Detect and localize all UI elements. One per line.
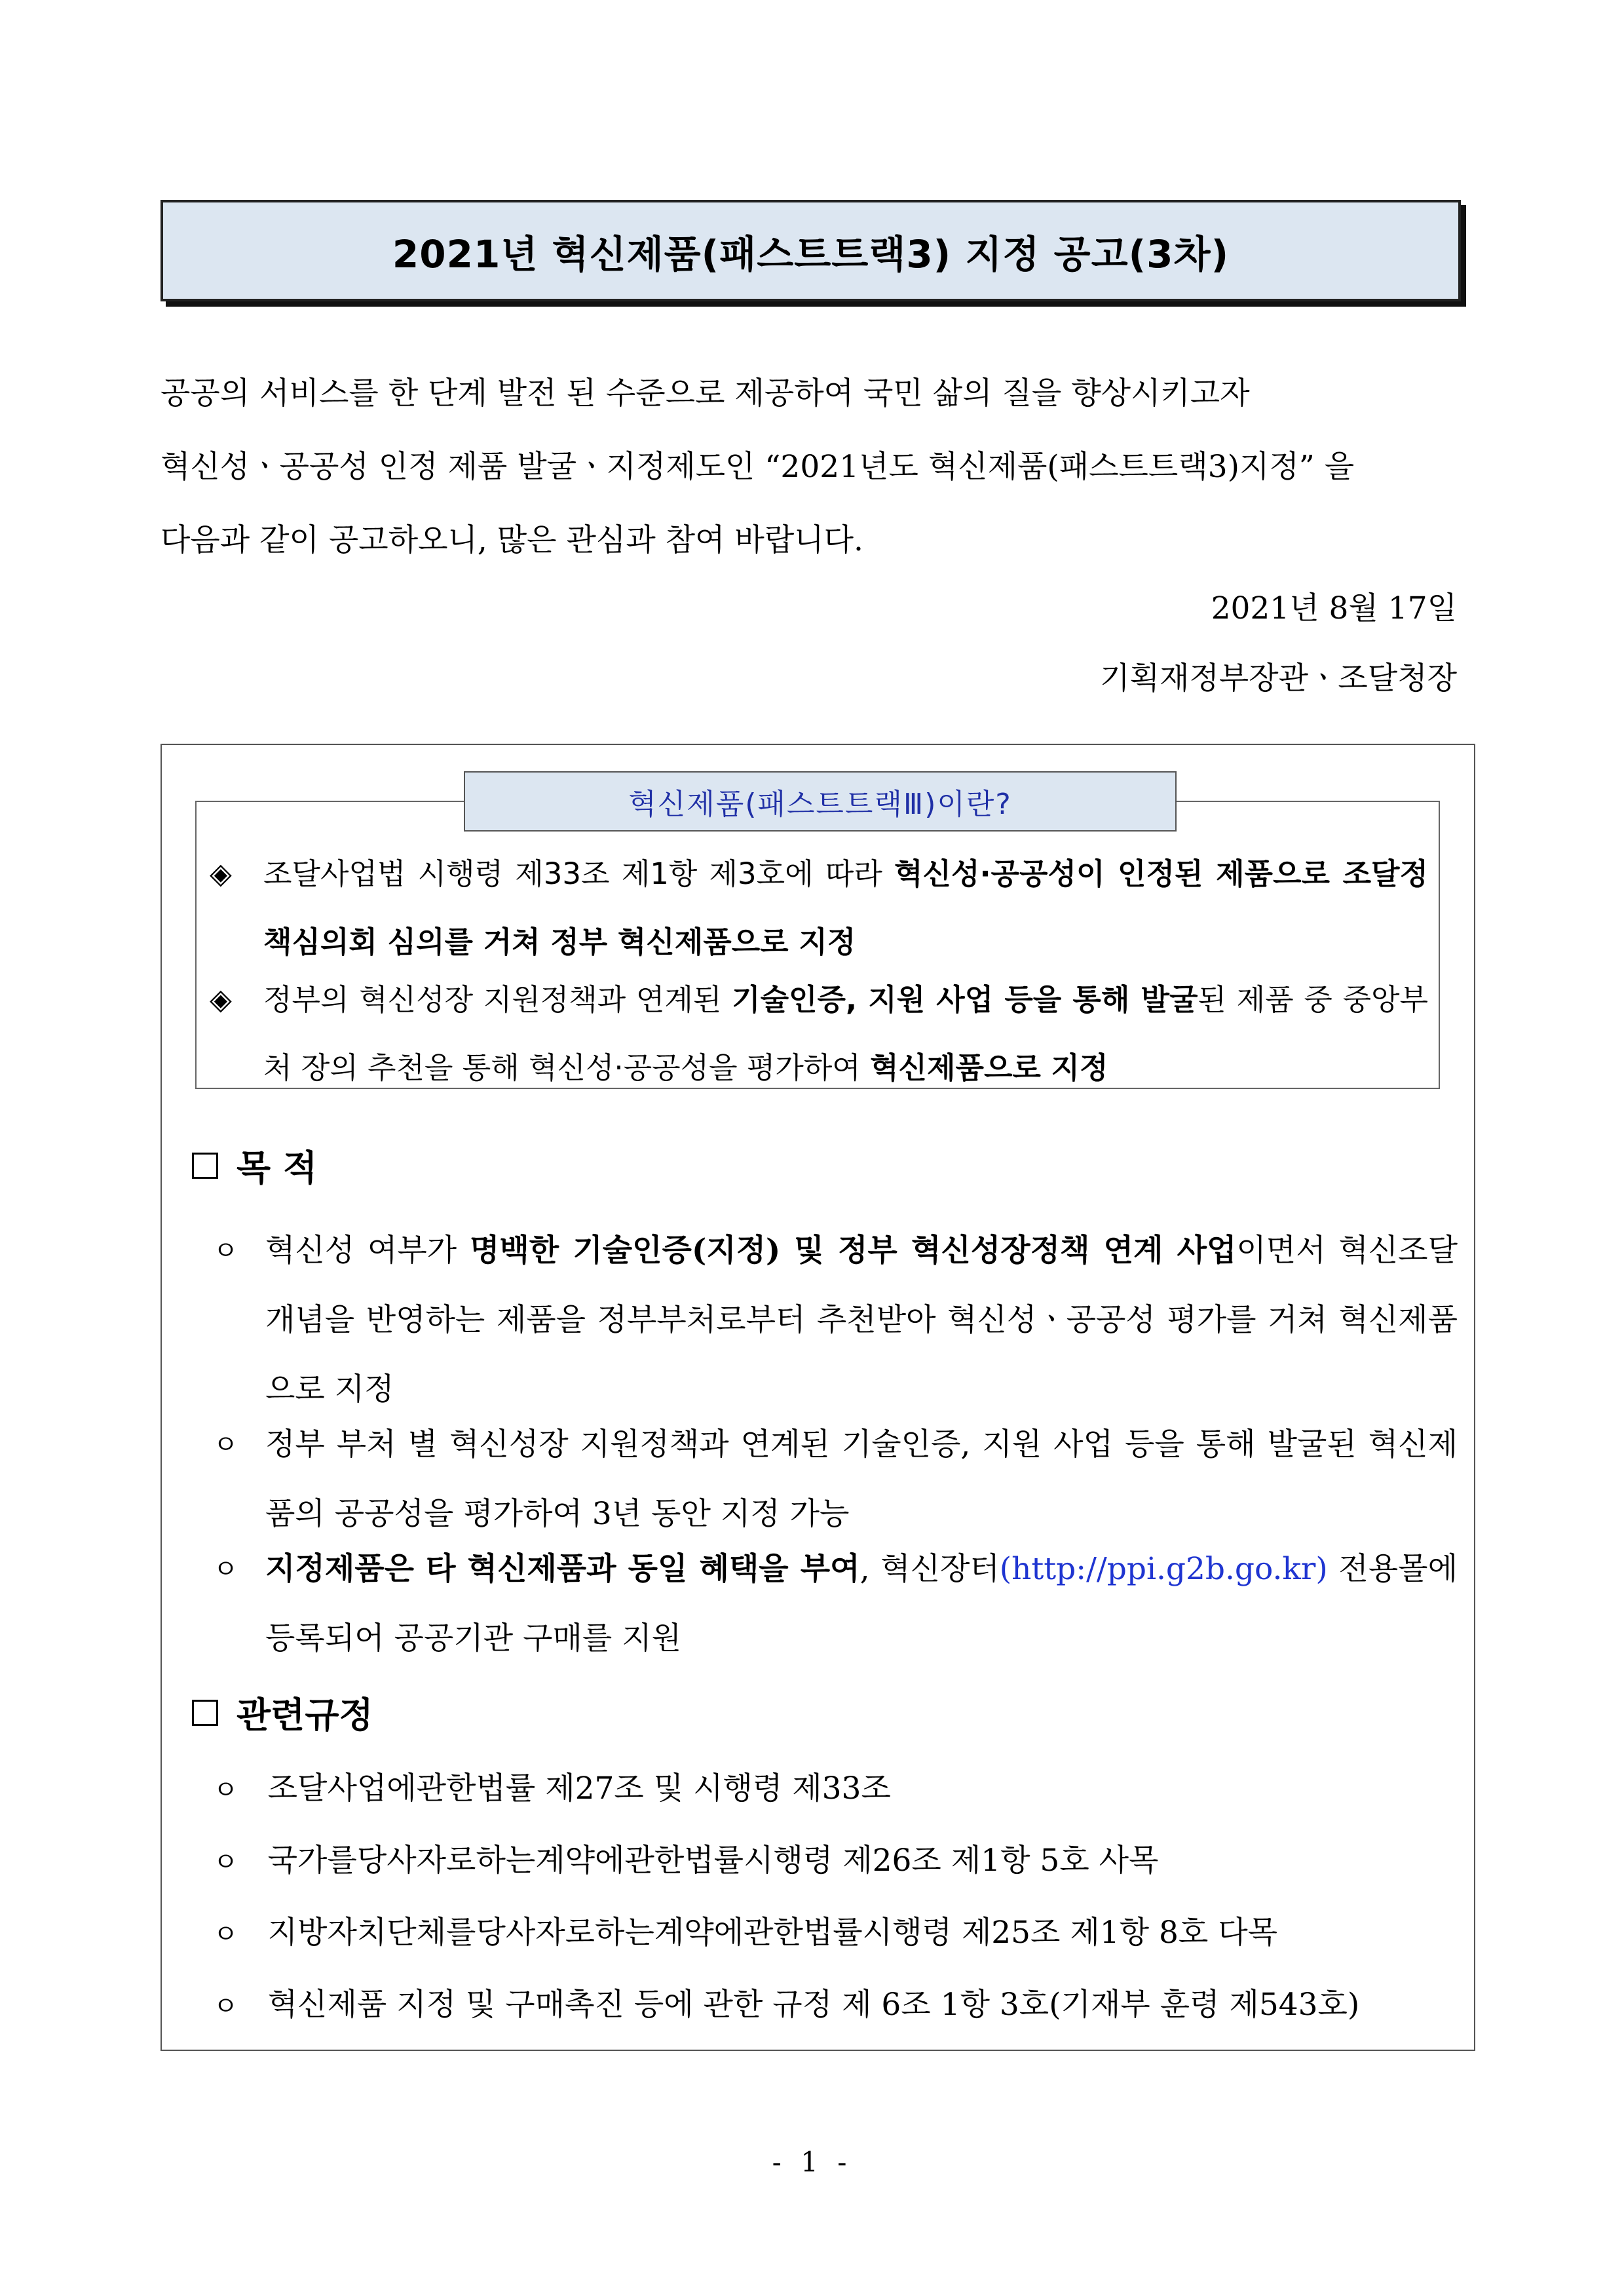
definition-bold-text: 기술인증, 지원 사업 등을 통해 발굴 — [732, 982, 1198, 1017]
section-heading-text: 목 적 — [236, 1147, 318, 1189]
regulation-text: 지방자치단체를당사자로하는계약에관한법률시행령 제25조 제1항 8호 다목 — [267, 1915, 1278, 1951]
regulation-text: 혁신제품 지정 및 구매촉진 등에 관한 규정 제 6조 1항 3호(기재부 훈령 제543호) — [267, 1987, 1360, 2023]
regulation-item — [213, 1979, 1458, 2033]
regulation-text: 조달사업에관한법률 제27조 및 시행령 제33조 — [267, 1770, 891, 1807]
diamond-bullet-icon: ◈ — [210, 857, 232, 890]
item-bold-text: 명백한 기술인증(지정) 및 정부 혁신성장정책 연계 사업 — [469, 1233, 1237, 1269]
list-item — [213, 1535, 1458, 1674]
diamond-bullet-icon: ◈ — [210, 983, 232, 1016]
item-bold-text: 지정제품은 타 혁신제품과 동일 혜택을 부여 — [265, 1551, 860, 1587]
date-block — [1100, 573, 1457, 714]
item-text: 정부 부처 별 혁신성장 지원정책과 연계된 기술인증, 지원 사업 등을 통해 발굴된 혁신제품의 공공성을 평가하여 3년 동안 지정 가능 — [265, 1426, 1458, 1532]
definition-item — [210, 840, 1428, 976]
market-link[interactable]: (http://ppi.g2b.go.kr) — [999, 1551, 1328, 1587]
definition-text: 된 제품 중 중앙부처 장의 추천을 통해 혁신성·공공성을 평가하여 — [263, 982, 1429, 1085]
page-number: - 1 - — [772, 2146, 852, 2178]
regulation-item — [213, 1907, 1458, 1961]
issuer: 기획재정부장관ㆍ조달청장 — [1100, 660, 1457, 697]
intro-paragraph — [161, 357, 1461, 577]
item-text: 이면서 혁신조달 개념을 반영하는 제품을 정부부처로부터 추천받아 혁신성ㆍ공공성 평가를 거쳐 혁신제품으로 지정 — [265, 1233, 1458, 1407]
intro-line-2: 혁신성ㆍ공공성 인정 제품 발굴ㆍ지정제도인 “2021년도 혁신제품(패스트트랙3)지정” 을 — [161, 449, 1355, 485]
definition-label: 혁신제품(패스트트랙Ⅲ)이란? — [464, 771, 1177, 832]
item-text: 혁신성 여부가 — [265, 1233, 470, 1269]
circle-bullet-icon: ㅇ — [213, 1991, 238, 2021]
section-heading-regulations — [192, 1687, 373, 1738]
intro-line-1: 공공의 서비스를 한 단계 발전 된 수준으로 제공하여 국민 삶의 질을 향상시키고자 — [161, 375, 1250, 411]
definition-text: 조달사업법 시행령 제33조 제1항 제3호에 따라 — [263, 856, 895, 891]
regulation-text: 국가를당사자로하는계약에관한법률시행령 제26조 제1항 5호 사목 — [267, 1843, 1159, 1879]
page-title: 2021년 혁신제품(패스트트랙3) 지정 공고(3차) — [392, 231, 1230, 277]
circle-bullet-icon: ㅇ — [213, 1919, 238, 1949]
definition-text: 정부의 혁신성장 지원정책과 연계된 — [263, 982, 732, 1017]
checkbox-square-icon — [192, 1700, 218, 1726]
regulation-item — [213, 1835, 1458, 1888]
item-text: 전용몰에 등록되어 공공기관 구매를 지원 — [265, 1551, 1458, 1656]
circle-bullet-icon: ㅇ — [213, 1554, 238, 1584]
definition-bold-text: 혁신제품으로 지정 — [870, 1050, 1108, 1085]
section-heading-purpose — [192, 1140, 317, 1191]
checkbox-square-icon — [192, 1153, 218, 1179]
list-item — [213, 1410, 1458, 1549]
definition-bold-text: 혁신성·공공성이 인정된 제품으로 조달정책심의회 심의를 거쳐 정부 혁신제품으로 지정 — [263, 856, 1428, 959]
circle-bullet-icon: ㅇ — [213, 1430, 238, 1460]
intro-line-3: 다음과 같이 공고하오니, 많은 관심과 참여 바랍니다. — [161, 522, 863, 558]
title-box — [161, 200, 1461, 301]
circle-bullet-icon: ㅇ — [213, 1236, 238, 1266]
list-item — [213, 1216, 1458, 1425]
circle-bullet-icon: ㅇ — [213, 1847, 238, 1877]
definition-item — [210, 966, 1428, 1102]
item-text: , 혁신장터 — [859, 1551, 1000, 1587]
announcement-date: 2021년 8월 17일 — [1211, 590, 1457, 626]
regulation-item — [213, 1763, 1458, 1816]
section-heading-text: 관련규정 — [236, 1694, 373, 1736]
circle-bullet-icon: ㅇ — [213, 1775, 238, 1805]
